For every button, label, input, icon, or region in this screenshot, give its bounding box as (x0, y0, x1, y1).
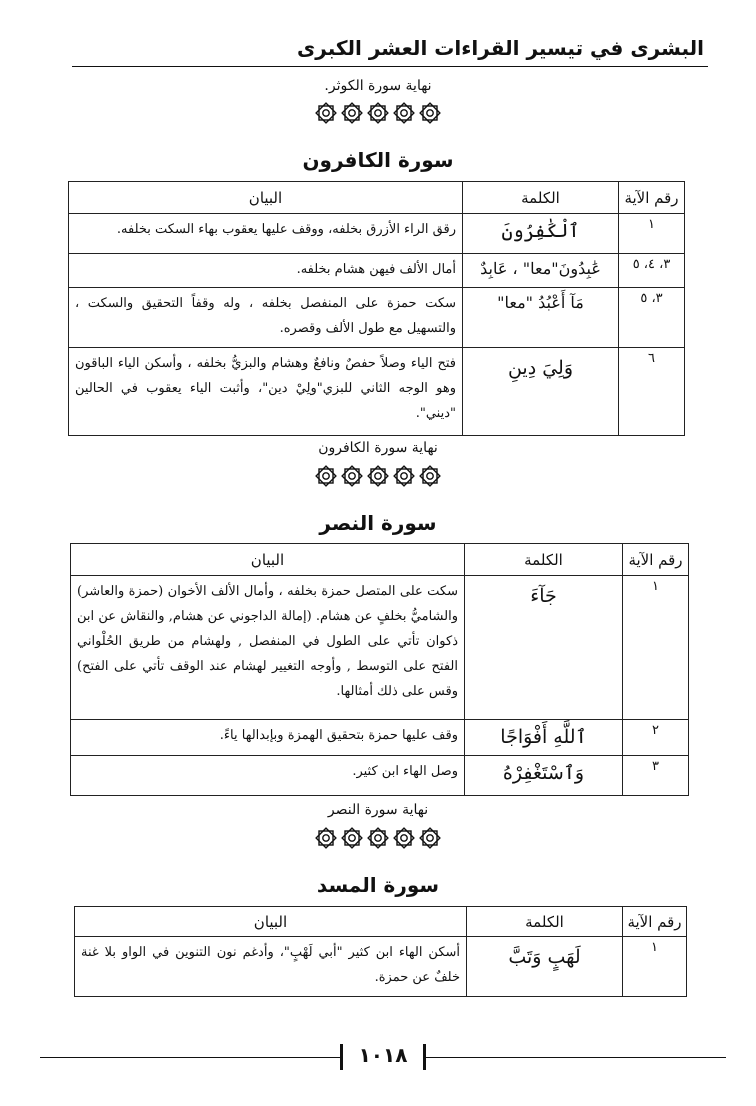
masad-table (74, 906, 687, 997)
col-header-word: الكلمة (465, 544, 623, 576)
kafirun-end-note: نهاية سورة الكافرون (318, 440, 438, 456)
col-header-ayah: رقم الآية (623, 907, 687, 937)
octagram-ornament-icon (340, 464, 364, 492)
ayah-number: ٣ (623, 756, 689, 796)
table-row (71, 720, 689, 756)
nasr-end-note: نهاية سورة النصر (327, 802, 429, 818)
explanation-text: سكت حمزة على المنفصل بخلفه ، وله وقفاً التحقيق والسكت ، والتسهيل مع طول الألف وقصره. (69, 288, 463, 348)
octagram-ornament-icon (392, 826, 416, 854)
explanation-text: أمال الألف فيهن هشام بخلفه. (69, 254, 463, 288)
kafirun-table (68, 181, 685, 436)
table-row (69, 214, 685, 254)
surah-title-masad: سورة المسد (316, 873, 440, 897)
table-row (69, 254, 685, 288)
octagram-ornament-icon (314, 464, 338, 492)
octagram-ornament-icon (392, 101, 416, 129)
ayah-number: ٢ (623, 720, 689, 756)
nasr-table (70, 543, 689, 796)
footer-rule-left (40, 1057, 340, 1058)
col-header-word: الكلمة (463, 182, 619, 214)
ayah-number: ١ (623, 576, 689, 720)
explanation-text: أسكن الهاء ابن كثير "أبي لَهْبٍ"، وأدغم نون التنوين في الواو بلا غنة خلفٌ عن حمزة. (75, 937, 467, 997)
table-row (69, 348, 685, 436)
octagram-ornament-icon (314, 826, 338, 854)
quran-word: ٱلْكَٰفِرُونَ (463, 214, 619, 254)
footer-rule-right (426, 1057, 726, 1058)
col-header-explanation: البيان (71, 544, 465, 576)
quran-word: وَلِيَ دِينِ (463, 348, 619, 436)
col-header-ayah: رقم الآية (619, 182, 685, 214)
ayah-number: ٣، ٥ (619, 288, 685, 348)
table-row (75, 937, 687, 997)
octagram-ornament-icon (314, 101, 338, 129)
page-number: ١٠١٨ (358, 1043, 408, 1067)
octagram-ornament-icon (340, 101, 364, 129)
explanation-text: وصل الهاء ابن كثير. (71, 756, 465, 796)
table-row (69, 288, 685, 348)
explanation-text: سكت على المتصل حمزة بخلفه ، وأمال الألف الأخوان (حمزة والعاشر) والشاميُّ بخلفٍ عن هشام. (إمالة الداجوني عن هشام, والنقاش عن ابن ذكوان تأتي على الطول في المنفصل , ولهشام من طريق الحُلْواني الفتح على التوسط , وأوجه التغيير لهشام عند الوقف تأتي على الفتح) وقس على ذلك أمثالها. (71, 576, 465, 720)
octagram-ornament-icon (366, 826, 390, 854)
octagram-ornament-icon (366, 464, 390, 492)
footer-bar-left (340, 1044, 343, 1070)
ayah-number: ٣، ٤، ٥ (619, 254, 685, 288)
col-header-explanation: البيان (75, 907, 467, 937)
quran-word: ٱللَّهِ أَفْوَاجًا (465, 720, 623, 756)
ayah-number: ٦ (619, 348, 685, 436)
surah-title-kafirun: سورة الكافرون (302, 148, 454, 172)
col-header-word: الكلمة (467, 907, 623, 937)
octagram-ornament-icon (366, 101, 390, 129)
quran-word: جَآءَ (465, 576, 623, 720)
header-rule (72, 66, 708, 67)
surah-title-nasr: سورة النصر (319, 511, 437, 535)
quran-word: عَٰبِدُونَ"معا" ، عَابِدٌ (463, 254, 619, 288)
page-header-title: البشرى في تيسير القراءات العشر الكبرى (296, 36, 704, 60)
ayah-number: ١ (623, 937, 687, 997)
octagram-ornament-icon (418, 826, 442, 854)
col-header-ayah: رقم الآية (623, 544, 689, 576)
octagram-ornament-icon (392, 464, 416, 492)
ornament-row (0, 826, 756, 854)
kawthar-end-note: نهاية سورة الكوثر. (324, 78, 432, 94)
quran-word: لَهَبٍ وَتَبَّ (467, 937, 623, 997)
col-header-explanation: البيان (69, 182, 463, 214)
ayah-number: ١ (619, 214, 685, 254)
table-row (71, 576, 689, 720)
explanation-text: فتح الياء وصلاً حفصٌ ونافعٌ وهشام والبزيُّ بخلفه ، وأسكن الياء الباقون وهو الوجه الثاني للبزي"ولِيْ دين"، وأثبت الياء يعقوب في الحالين "ديني". (69, 348, 463, 436)
ornament-row (0, 464, 756, 492)
quran-word: وَٱسْتَغْفِرْهُ (465, 756, 623, 796)
ornament-row (0, 101, 756, 129)
explanation-text: وقف عليها حمزة بتحقيق الهمزة وبإبدالها ياءً. (71, 720, 465, 756)
octagram-ornament-icon (418, 464, 442, 492)
octagram-ornament-icon (418, 101, 442, 129)
quran-word: مَآ أَعْبُدُ "معا" (463, 288, 619, 348)
table-row (71, 756, 689, 796)
octagram-ornament-icon (340, 826, 364, 854)
explanation-text: رقق الراء الأزرق بخلفه، ووقف عليها يعقوب بهاء السكت بخلفه. (69, 214, 463, 254)
